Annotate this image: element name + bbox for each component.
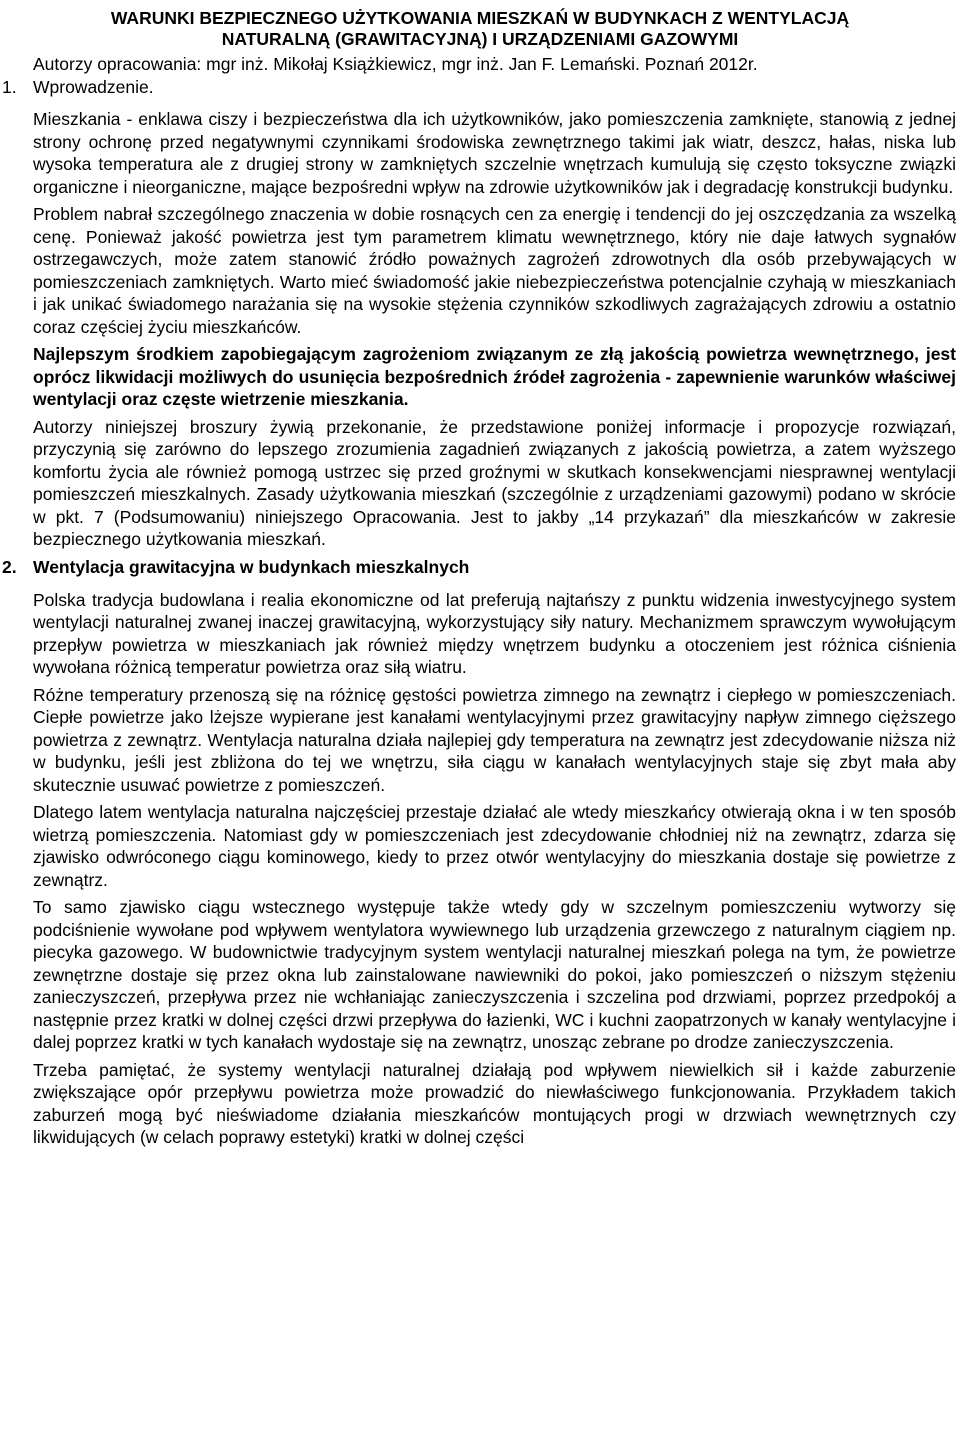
section-1-body <box>33 108 956 551</box>
title-line-1: WARUNKI BEZPIECZNEGO UŻYTKOWANIA MIESZKAŃ W BUDYNKACH Z WENTYLACJĄ <box>110 8 850 28</box>
section-2-title: Wentylacja grawitacyjna w budynkach mieszkalnych <box>33 556 470 577</box>
section-1-heading <box>2 76 960 99</box>
section-1-paragraph-1: Mieszkania - enklawa ciszy i bezpieczeństwa dla ich użytkowników, jako pomieszczenia zamknięte, stanowią z jednej strony ochronę przed negatywnymi czynnikami środowiska zewnętrznego takimi jak wiatr, deszcz, hałas, niska lub wysoka temperatura ale z drugiej strony w zamkniętych szczelnie wnętrzach kumulują się często toksyczne związki organiczne i nieorganiczne, mające bezpośredni wpływ na zdrowie użytkowników jak i degradację konstrukcji budynku. <box>33 109 956 197</box>
authors-line: Autorzy opracowania: mgr inż. Mikołaj Książkiewicz, mgr inż. Jan F. Lemański. Poznań 2012r. <box>33 54 758 74</box>
title-line-2: NATURALNĄ (GRAWITACYJNĄ) I URZĄDZENIAMI GAZOWYMI <box>221 29 739 49</box>
section-2-body <box>33 589 956 1149</box>
section-1-title: Wprowadzenie. <box>33 77 154 97</box>
section-1-paragraph-3: Najlepszym środkiem zapobiegającym zagrożeniom związanym ze złą jakością powietrza wewnętrznego, jest oprócz likwidacji możliwych do usunięcia bezpośrednich źródeł zagrożenia - zapewnienie warunków właściwej wentylacji oraz częste wietrzenie mieszkania. <box>33 344 956 409</box>
section-2-number: 2. <box>2 556 17 577</box>
document-title <box>10 8 950 50</box>
section-2-paragraph-1: Polska tradycja budowlana i realia ekonomiczne od lat preferują najtańszy z punktu widzenia inwestycyjnego system wentylacji naturalnej zwanej inaczej grawitacyjną, wykorzystujący siły natury. Mechanizmem sprawczym wywołującym przepływ powietrza w mieszkaniach jak również między wnętrzem budynku a otoczeniem jest różnica ciśnienia wywołana różnicą temperatur powietrza oraz siłą wiatru. <box>33 589 956 677</box>
section-2-paragraph-2: Różne temperatury przenoszą się na różnicę gęstości powietrza zimnego na zewnątrz i ciepłego w pomieszczeniach. Ciepłe powietrze jako lżejsze wypierane jest kanałami wentylacyjnymi przez grawitacyjny napływ zimnego cięższego powietrza z zewnątrz. Wentylacja naturalna działa najlepiej gdy temperatura na zewnątrz jest zdecydowanie niższa niż w budynku, jeśli jest zbliżona do tej we wnętrzu, siła ciągu w kanałach wentylacyjnych staje się zbyt mała aby skutecznie usuwać powietrze z pomieszczeń. <box>33 684 956 795</box>
section-1-paragraph-2: Problem nabrał szczególnego znaczenia w dobie rosnących cen za energię i tendencji do jej oszczędzania za wszelką cenę. Ponieważ jakość powietrza jest tym parametrem klimatu wewnętrznego, który nie daje łatwych sygnałów ostrzegawczych, może zatem stanowić źródło poważnych zagrożeń zdrowotnych dla osób przebywających w pomieszczeniach zamkniętych. Warto mieć świadomość jakie niebezpieczeństwa potencjalnie czyhają w mieszkaniach i jak unikać świadomego narażania się na wysokie stężenia czynników szkodliwych zagrażających zdrowiu a ostatnio coraz częściej życiu mieszkańców. <box>33 204 956 337</box>
section-2-heading <box>2 556 960 579</box>
section-2-paragraph-4: To samo zjawisko ciągu wstecznego występuje także wtedy gdy w szczelnym pomieszczeniu wytworzy się podciśnienie wywołane pod wpływem wentylatora wywiewnego lub urządzenia grzewczego z naturalnym ciągiem np. piecyka gazowego. W budownictwie tradycyjnym system wentylacji naturalnej mieszkań polega na tym, że powietrze zewnętrzne dostaje się przez okna lub zainstalowane nawiewniki do pokoi, jako pomieszczeń o niższym stężeniu zanieczyszczeń, przepływa przez nie wchłaniając zanieczyszczenia i szczelina pod drzwiami, poprzez przedpokój a następnie przez kratki w dolnej części drzwi przepływa do łazienki, WC i kuchni zaopatrzonych w kanały wentylacyjne i dalej poprzez kratki w tych kanałach wydostaje się na zewnątrz, unosząc zebrane po drodze zanieczyszczenia. <box>33 897 956 1052</box>
section-2-paragraph-3: Dlatego latem wentylacja naturalna najczęściej przestaje działać ale wtedy mieszkańcy otwierają okna i w ten sposób wietrzą pomieszczenia. Natomiast gdy w pomieszczeniach jest zdecydowanie chłodniej niż na zewnątrz, zdarza się zjawisko odwróconego ciągu kominowego, kiedy to przez otwór wentylacyjny do mieszkania dostaje się powietrze z zewnątrz. <box>33 802 956 890</box>
section-1-paragraph-4: Autorzy niniejszej broszury żywią przekonanie, że przedstawione poniżej informacje i propozycje rozwiązań, przyczynią się zarówno do lepszego zrozumienia zagadnień związanych z jakością powietrza, a zatem wyższego komfortu życia ale również pomogą ustrzec się przed groźnymi w skutkach konsekwencjami niesprawnej wentylacji pomieszczeń mieszkalnych. Zasady użytkowania mieszkań (szczególnie z urządzeniami gazowymi) podano w skrócie w pkt. 7 (Podsumowaniu) niniejszego Opracowania. Jest to jakby „14 przykazań” dla mieszkańców w zakresie bezpiecznego użytkowania mieszkań. <box>33 416 956 549</box>
section-2-paragraph-5: Trzeba pamiętać, że systemy wentylacji naturalnej działają pod wpływem niewielkich sił i każde zaburzenie zwiększające opór przepływu powietrza może prowadzić do niewłaściwego funkcjonowania. Przykładem takich zaburzeń mogą być nieświadome działania mieszkańców montujących progi w drzwiach wewnętrznych czy likwidujących (w celach poprawy estetyki) kratki w dolnej części <box>33 1059 956 1147</box>
section-1-number: 1. <box>2 77 17 97</box>
